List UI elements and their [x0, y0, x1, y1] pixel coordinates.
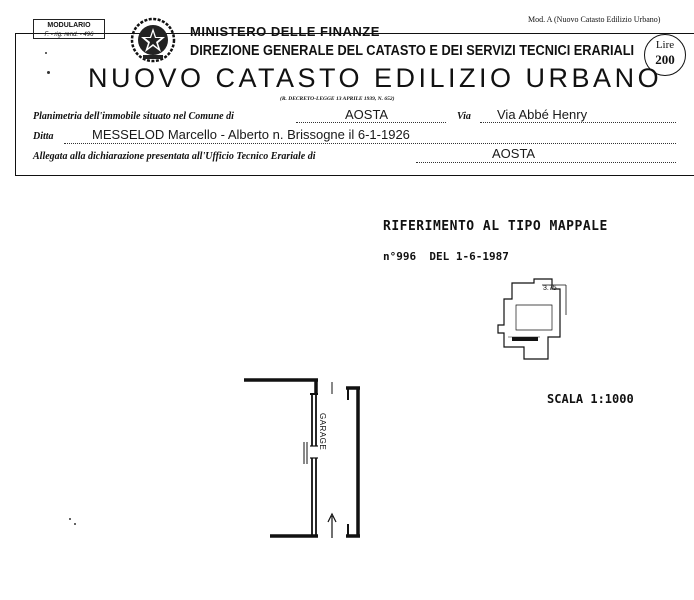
modulario-box [33, 19, 105, 39]
ditta-value: MESSELOD Marcello - Alberto n. Brissogne il 6-1-1926 [92, 127, 410, 142]
via-line [480, 122, 676, 123]
decree-reference: (R. DECRETO-LEGGE 13 APRILE 1939, N. 652) [280, 96, 395, 102]
modulario-label: MODULARIO [47, 22, 91, 29]
via-label: Via [457, 111, 471, 122]
ufficio-value: AOSTA [492, 146, 536, 161]
scan-speck [45, 52, 47, 54]
site-plan-sketch [494, 275, 574, 370]
site-plan-dimension: 3.75 [543, 285, 557, 292]
model-label: Mod. A (Nuovo Catasto Edilizio Urbano) [528, 15, 661, 24]
ministry-title: MINISTERO DELLE FINANZE [190, 24, 380, 39]
ufficio-line [416, 162, 676, 163]
ditta-line [64, 143, 676, 144]
comune-value: AOSTA [345, 107, 389, 122]
comune-line [296, 122, 446, 123]
scale-label: SCALA 1:1000 [547, 392, 634, 406]
scan-speck [69, 518, 71, 520]
scan-speck [74, 523, 76, 525]
document-title: NUOVO CATASTO EDILIZIO URBANO [88, 63, 663, 93]
lire-label: Lire [655, 39, 675, 51]
reference-title: RIFERIMENTO AL TIPO MAPPALE [383, 219, 608, 234]
garage-label: GARAGE [318, 413, 327, 451]
reference-number: n°996 DEL 1-6-1987 [383, 250, 509, 263]
scan-speck [47, 71, 50, 74]
lire-value: 200 [655, 52, 675, 67]
republic-emblem-icon [130, 17, 176, 63]
header-frame-bottom [15, 175, 694, 176]
allegata-label: Allegata alla dichiarazione presentata all'Ufficio Tecnico Erariale di [33, 151, 316, 162]
direzione-title: DIREZIONE GENERALE DEL CATASTO E DEI SERVIZI TECNICI ERARIALI [190, 43, 635, 59]
modulario-code: F. - rig. rend. - 496 [44, 32, 94, 38]
header-frame-left [15, 33, 16, 175]
planimetria-label: Planimetria dell'immobile situato nel Comune di [33, 111, 234, 122]
garage-floor-plan [236, 376, 376, 542]
ditta-label: Ditta [33, 131, 54, 142]
via-value: Via Abbé Henry [497, 107, 588, 122]
